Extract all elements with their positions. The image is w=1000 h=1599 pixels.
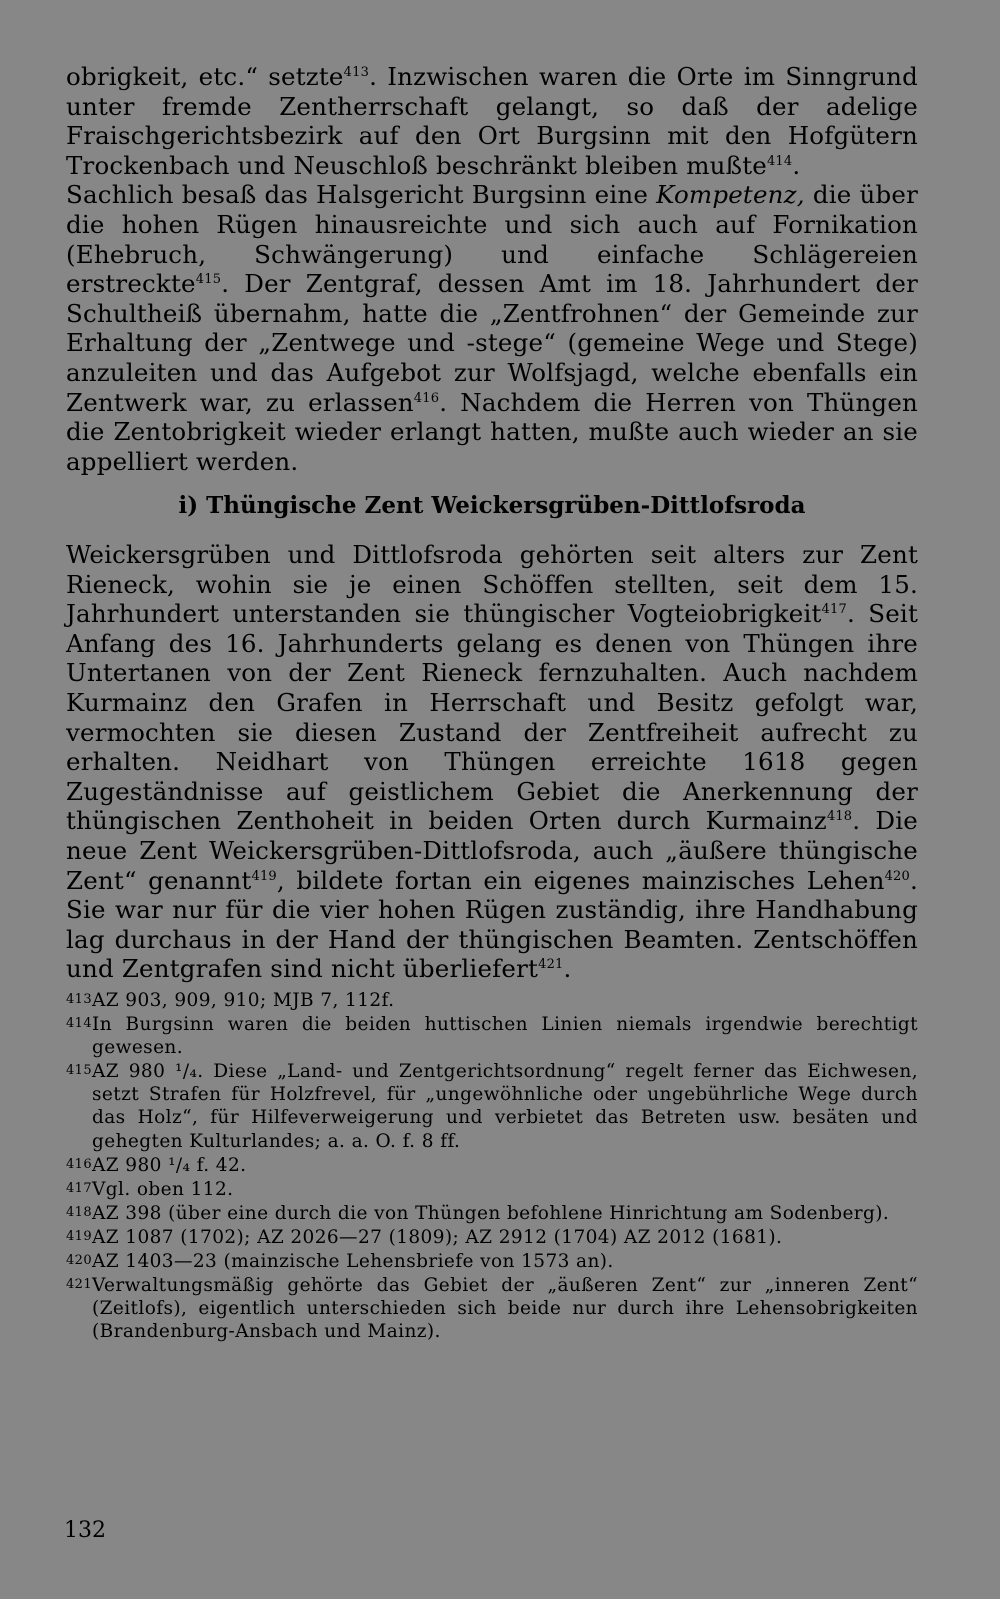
page-number: 132 (64, 1518, 106, 1543)
footnote-ref-413: 413 (343, 65, 370, 80)
footnote-number: 419 (66, 1228, 93, 1244)
footnote-ref-417: 417 (821, 602, 847, 618)
footnotes (66, 988, 918, 1343)
footnote-number: 417 (66, 1180, 93, 1196)
section-text (66, 540, 918, 984)
footnote (66, 1153, 918, 1177)
footnote-ref-415: 415 (195, 272, 222, 288)
footnote-ref-421: 421 (538, 957, 564, 973)
footnote-ref-420: 420 (884, 868, 910, 884)
footnote-text: Verwaltungsmäßig gehörte das Gebiet der „äußeren Zent“ zur „inneren Zent“ (Zeitlofs), eigentlich unterschieden sich beide nur durch ihre Lehensobrigkeiten (Brandenburg-Ansbach und Mainz). (92, 1275, 918, 1343)
emphasis-kompetenz: Kompetenz, (656, 180, 805, 210)
footnote (66, 1059, 918, 1152)
footnote-text: AZ 980 ¹/₄. Diese „Land- und Zentgerichtsordnung“ regelt ferner das Eichwesen, setzt Strafen für Holzfrevel, für „ungewöhnliche oder ungebührliche Wege durch das Holz“, für Hilfeverweigerung und verbietet das Betreten usw. besäten und gehegten Kulturlandes; a. a. O. f. 8 ff. (92, 1061, 918, 1152)
footnote-number: 420 (66, 1253, 93, 1269)
footnote-number: 415 (66, 1063, 93, 1079)
footnote-ref-416: 416 (413, 390, 440, 406)
paragraph-1: obrigkeit, etc.“ setzte$^{413}$. Inzwischen waren die Orte im Sinngrund unter fremde Zentherrschaft gelangt, so daß der adelige Fraischgerichtsbezirk auf den Ort Burgsinn mit den Hofgütern Trockenbach und Neuschloß beschränkt bleiben mußte$^{414}$. (66, 62, 918, 180)
footnote-ref-414: 414 (766, 153, 793, 169)
footnote-ref-419: 419 (251, 868, 277, 884)
footnote-number: 416 (66, 1156, 93, 1172)
footnote-text: AZ 903, 909, 910; MJB 7, 112f. (92, 990, 395, 1011)
footnote-text: In Burgsinn waren die beiden huttischen Linien niemals irgendwie berechtigt gewesen. (92, 1014, 918, 1059)
main-text (66, 62, 918, 476)
footnote-text: AZ 1403—23 (mainzische Lehensbriefe von 1573 an). (92, 1251, 614, 1273)
footnote (66, 1177, 918, 1201)
footnote-number: 414 (66, 1016, 93, 1032)
footnote-number: 413 (66, 992, 93, 1007)
section-heading: i) Thüngische Zent Weickersgrüben-Dittlofsroda (178, 492, 806, 519)
footnote-text: AZ 980 ¹/₄ f. 42. (92, 1154, 247, 1176)
paragraph-3: Weickersgrüben und Dittlofsroda gehörten seit alters zur Zent Rieneck, wohin sie je einen Schöffen stellten, seit dem 15. Jahrhundert unterstanden sie thüngischer Vogteiobrigkeit$^{417}$. Seit Anfang des 16. Jahrhunderts gelang es denen von Thüngen ihre Untertanen von der Zent Rieneck fernzuhalten. Auch nachdem Kurmainz den Grafen in Herrschaft und Besitz gefolgt war, vermochten sie diesen Zustand der Zentfreiheit aufrecht zu erhalten. Neidhart von Thüngen erreichte 1618 gegen Zugeständnisse auf geistlichem Gebiet die Anerkennung der thüngischen Zenthoheit in beiden Orten durch Kurmainz$^{418}$. Die neue Zent Weickersgrüben-Dittlofsroda, auch „äußere thüngische Zent“ genannt$^{419}$, bildete fortan ein eigenes mainzisches Lehen$^{420}$. Sie war nur für die vier hohen Rügen zuständig, ihre Handhabung lag durchaus in der Hand der thüngischen Beamten. Zentschöffen und Zentgrafen sind nicht überliefert$^{421}$. (66, 540, 918, 984)
footnote-ref-418: 418 (826, 809, 853, 825)
footnote (66, 1225, 918, 1249)
footnote-text: AZ 1087 (1702); AZ 2026—27 (1809); AZ 2912 (1704) AZ 2012 (1681). (92, 1226, 783, 1248)
footnote (66, 1249, 918, 1273)
footnote-text: AZ 398 (über eine durch die von Thüngen befohlene Hinrichtung am Sodenberg). (92, 1202, 890, 1224)
footnote (66, 1012, 918, 1059)
footnote (66, 1273, 918, 1343)
footnote-text: Vgl. oben 112. (92, 1178, 234, 1200)
footnote-number: 418 (66, 1204, 93, 1220)
footnote (66, 1201, 918, 1225)
paragraph-2: Sachlich besaß das Halsgericht Burgsinn eine Kompetenz, die über die hohen Rügen hinausreichte und sich auch auf Fornikation (Ehebruch, Schwängerung) und einfache Schlägereien erstreckte$^{415}$. Der Zentgraf, dessen Amt im 18. Jahrhundert der Schultheiß übernahm, hatte die „Zentfrohnen“ der Gemeinde zur Erhaltung der „Zentwege und -stege“ (gemeine Wege und Stege) anzuleiten und das Aufgebot zur Wolfsjagd, welche ebenfalls ein Zentwerk war, zu erlassen$^{416}$. Nachdem die Herren von Thüngen die Zentobrigkeit wieder erlangt hatten, mußte auch wieder an sie appelliert werden. (66, 180, 918, 476)
footnote-number: 421 (66, 1277, 93, 1293)
footnote (66, 988, 918, 1012)
